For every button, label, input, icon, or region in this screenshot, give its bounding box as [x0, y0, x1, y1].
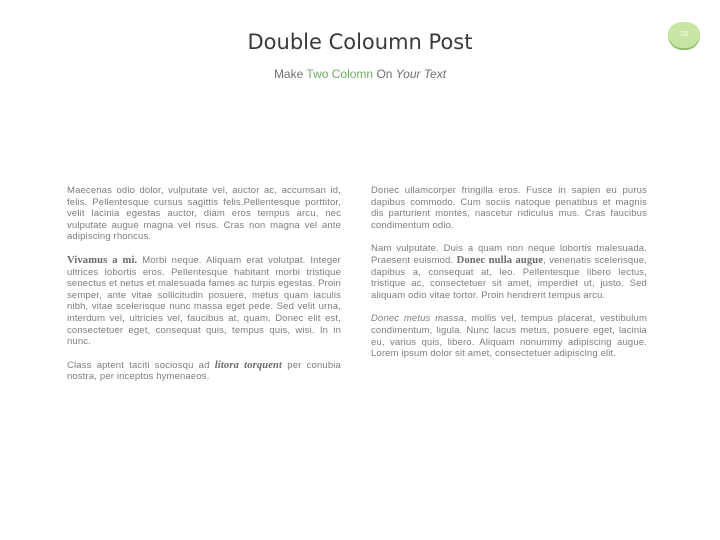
- right-paragraph-2: [371, 243, 647, 301]
- subtitle-italic: Your Text: [395, 67, 447, 81]
- left-paragraph-1: Maecenas odio dolor, vulputate vel, auctor ac, accumsan id, felis. Pellentesque cursus sagittis felis.Pellentesque porttitor, velit lacinia egestas auctor, diam eros tempus arcu, nec vulputate augue magna vel risus. Cras non magna vel ante adipiscing rhoncus.: [67, 185, 341, 243]
- right-p2-start: Nam vulputate. Duis a quam non neque lobortis malesuada. Praesent euismod.: [371, 243, 647, 266]
- right-paragraph-3: [371, 313, 647, 359]
- right-p2-end: , venenatis scelerisque, dapibus a, consequat at, leo. Pellentesque libero lectus, tristique ac, consectetuer sit amet, imperdiet ut, justo. Sed aliquam odio vitae tortor. Proin hendrerit tempus arcu.: [371, 254, 647, 301]
- left-column: [67, 185, 341, 395]
- right-column: [371, 185, 647, 372]
- subtitle-prefix: Make: [273, 67, 307, 81]
- slide-subtitle: [0, 67, 720, 81]
- page-number-badge: 23: [668, 22, 700, 48]
- subtitle-mid: On: [373, 67, 396, 81]
- right-p3-italic: Donec metus massa: [371, 313, 464, 325]
- left-paragraph-2: [67, 255, 341, 348]
- left-p3-start: Class aptent taciti sociosqu ad: [67, 359, 215, 371]
- right-paragraph-1: Donec ullamcorper fringilla eros. Fusce in sapien eu purus dapibus commodo. Cum sociis natoque penatibus et magnis dis parturient montes, nascetur ridiculus mus. Cras faucibus condimentum odio.: [371, 185, 647, 231]
- left-p2-rest: Morbi neque. Aliquam erat volutpat. Integer ultrices lobortis eros. Pellentesque habitant morbi tristique senectus et netus et malesuada fames ac turpis egestas. Proin semper, ante vitae sollicitudin posuere, metus quam iaculis nibh, vitae scelerisque nunc massa eget pede. Sed velit urna, interdum vel, ultricies vel, faucibus at, quam. Donec elit est, consectetuer eget, consequat quis, tempus quis, wisi. In in nunc.: [67, 254, 341, 348]
- slide-title: Double Coloumn Post: [247, 30, 473, 54]
- left-paragraph-3: [67, 360, 341, 383]
- subtitle-accent: Two Colomn: [306, 67, 374, 81]
- right-p3-rest: , mollis vel, tempus placerat, vestibulum condimentum, ligula. Nunc lacus metus, posuere eget, lacinia eu, varius quis, libero. Aliquam nonummy adipiscing augue. Lorem ipsum dolor sit amet, consectetuer adipiscing elit.: [371, 313, 648, 360]
- left-p2-bold: Vivamus a mi.: [67, 254, 138, 266]
- right-p2-bold: Donec nulla augue: [456, 254, 544, 266]
- left-p3-bold-italic: litora torquent: [214, 359, 283, 371]
- left-p3-end: per conubia nostra, per inceptos hymenaeos.: [67, 359, 341, 383]
